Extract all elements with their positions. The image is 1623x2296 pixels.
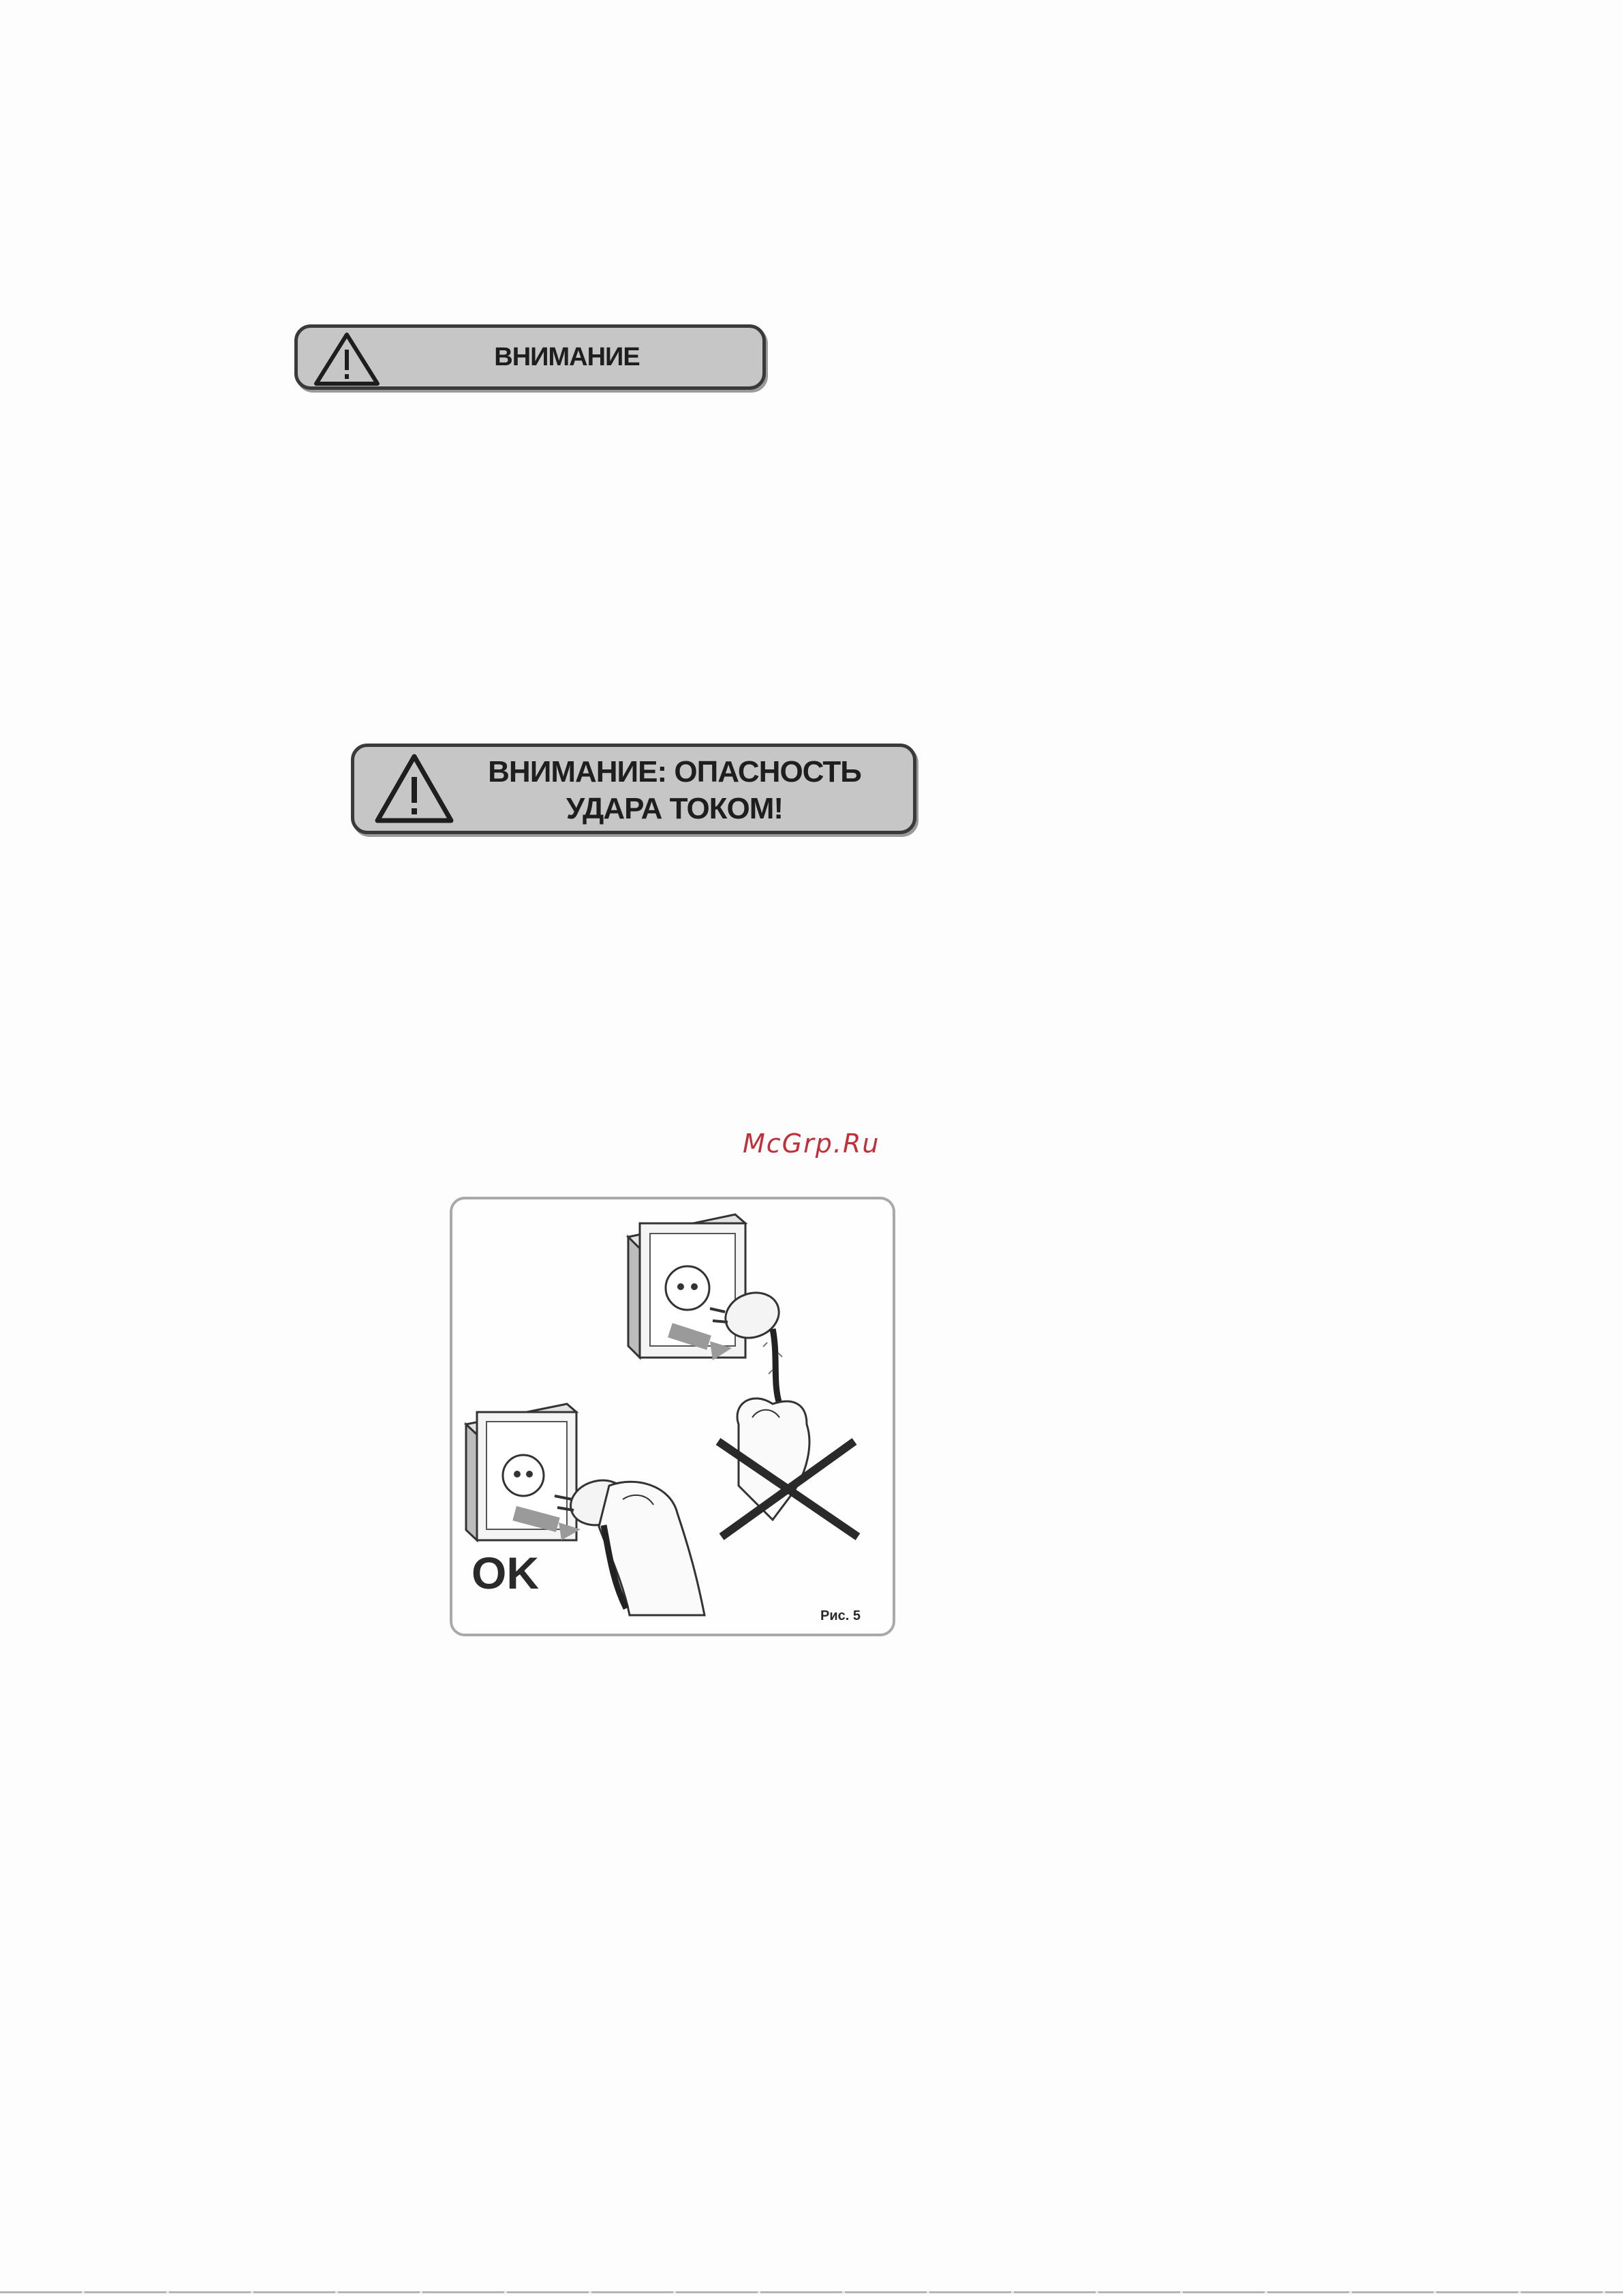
warning-triangle-icon <box>373 754 455 825</box>
figure-caption: Рис. 5 <box>820 1608 861 1623</box>
figure-unplug-illustration <box>450 1197 895 1636</box>
shock-warning-line-2: УДАРА ТОКОМ! <box>566 792 784 825</box>
shock-warning-banner <box>351 744 916 834</box>
ok-label: OK <box>472 1548 539 1598</box>
shock-warning-line-1: ВНИМАНИЕ: ОПАСНОСТЬ <box>488 755 861 789</box>
page-bottom-rule <box>0 2291 1623 2293</box>
shock-warning-text <box>484 754 865 827</box>
correct-hand-icon <box>555 1474 705 1615</box>
warning-triangle-icon <box>313 332 381 386</box>
warning-banner-label: ВНИМАНИЕ <box>494 343 640 371</box>
warning-banner <box>294 324 766 390</box>
watermark: McGrp.Ru <box>743 1129 880 1159</box>
